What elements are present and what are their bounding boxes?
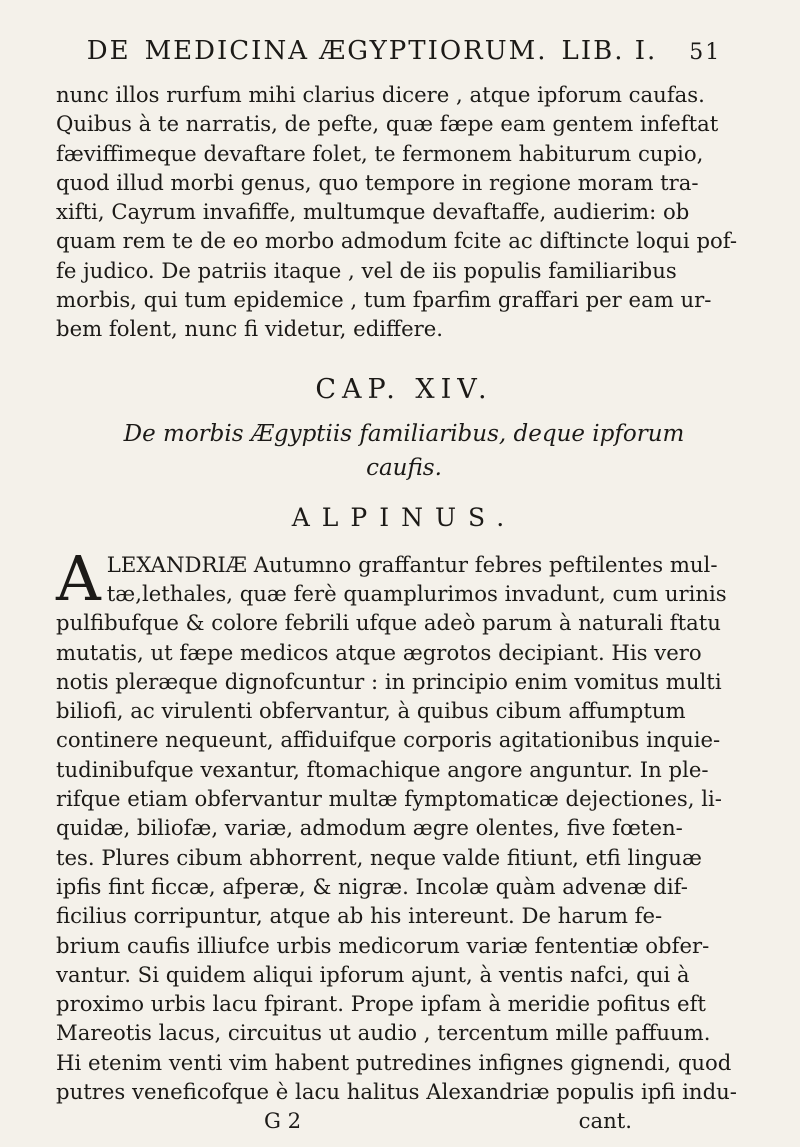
- author-heading: ALPINUS.: [291, 502, 517, 532]
- text-line: fe judico. De patriis itaque , vel de iis populis familiaribus: [56, 257, 677, 283]
- text-line: tudinibufque vexantur, ftomachique angore anguntur. In ple-: [56, 756, 709, 782]
- text-line: tæ,lethales, quæ ferè quamplurimos invadunt, cum urinis: [106, 580, 727, 606]
- page-footer: [56, 1108, 752, 1133]
- drop-cap: A: [56, 541, 101, 615]
- text-line: vantur. Si quidem aliqui ipforum ajunt, à ventis nafci, qui à: [56, 961, 690, 987]
- text-line: bem folent, nunc fi videtur, ediffere.: [56, 316, 444, 342]
- text-line: continere nequeunt, affiduifque corporis agitationibus inquie-: [56, 727, 721, 753]
- subtitle-line: De morbis Ægyptiis familiaribus, deque ipforum: [123, 420, 685, 447]
- text-line: LEXANDRIÆ Autumno graffantur febres peftilentes mul-: [106, 551, 718, 577]
- text-line: quam rem te de eo morbo admodum fcite ac diftincte loqui pof-: [56, 228, 738, 254]
- signature-mark: G 2: [264, 1108, 302, 1134]
- running-head-prefix: DE: [86, 36, 131, 66]
- text-line: proximo urbis lacu fpirant. Prope ipfam à meridie pofitus eft: [56, 991, 706, 1017]
- text-line: Mareotis lacus, circuitus ut audio , tercentum mille paffuum.: [56, 1020, 711, 1046]
- text-line: nunc illos rurfum mihi clarius dicere , atque ipforum caufas.: [56, 82, 705, 107]
- text-line: pulfibufque & colore febrili ufque adeò parum à naturali ftatu: [56, 610, 721, 636]
- chapter-subtitle: [56, 417, 752, 485]
- text-line: biliofi, ac virulenti obfervantur, à quibus cibum affumptum: [56, 698, 686, 724]
- catchword: cant.: [578, 1108, 632, 1134]
- text-line: rifque etiam obfervantur multæ fymptomaticæ dejectiones, li-: [56, 786, 722, 812]
- text-line: Hi etenim venti vim habent putredines infignes gignendi, quod: [56, 1049, 732, 1075]
- text-line: Quibus à te narratis, de pefte, quæ fæpe eam gentem infeftat: [56, 111, 719, 137]
- page-number: 51: [689, 40, 722, 65]
- running-head-book: LIB. I.: [561, 36, 658, 66]
- text-line: tes. Plures cibum abhorrent, neque valde fitiunt, etfi linguæ: [56, 844, 702, 870]
- text-line: morbis, qui tum epidemice , tum fparfim graffari per eam ur-: [56, 287, 712, 313]
- text-line: mutatis, ut fæpe medicos atque ægrotos decipiant. His vero: [56, 639, 702, 665]
- running-head: [56, 36, 752, 66]
- chapter-heading: CAP. XIV.: [315, 373, 493, 405]
- running-head-title: MEDICINA ÆGYPTIORUM.: [144, 36, 548, 66]
- text-line: xifti, Cayrum invafiffe, multumque devaftaffe, audierim: ob: [56, 199, 690, 225]
- text-line: quod illud morbi genus, quo tempore in regione moram tra-: [56, 169, 699, 195]
- subtitle-line: caufis.: [366, 454, 442, 481]
- text-line: putres veneficofque è lacu halitus Alexandriæ populis ipfi indu-: [56, 1079, 737, 1105]
- text-line: ficilius corripuntur, atque ab his intereunt. De harum fe-: [56, 903, 663, 929]
- text-line: fæviffimeque devaftare folet, te fermonem habiturum cupio,: [56, 140, 704, 166]
- paragraph-1: [56, 80, 752, 344]
- text-line: notis pleræque dignofcuntur : in principio enim vomitus multi: [56, 668, 722, 694]
- text-line: ipfis fint ficcæ, afperæ, & nigræ. Incolæ quàm advenæ dif-: [56, 873, 688, 899]
- text-line: brium caufis illiufce urbis medicorum variæ fententiæ obfer-: [56, 932, 710, 958]
- text-line: quidæ, biliofæ, variæ, admodum ægre olentes, five fœten-: [56, 815, 683, 841]
- paragraph-2: [56, 541, 752, 1107]
